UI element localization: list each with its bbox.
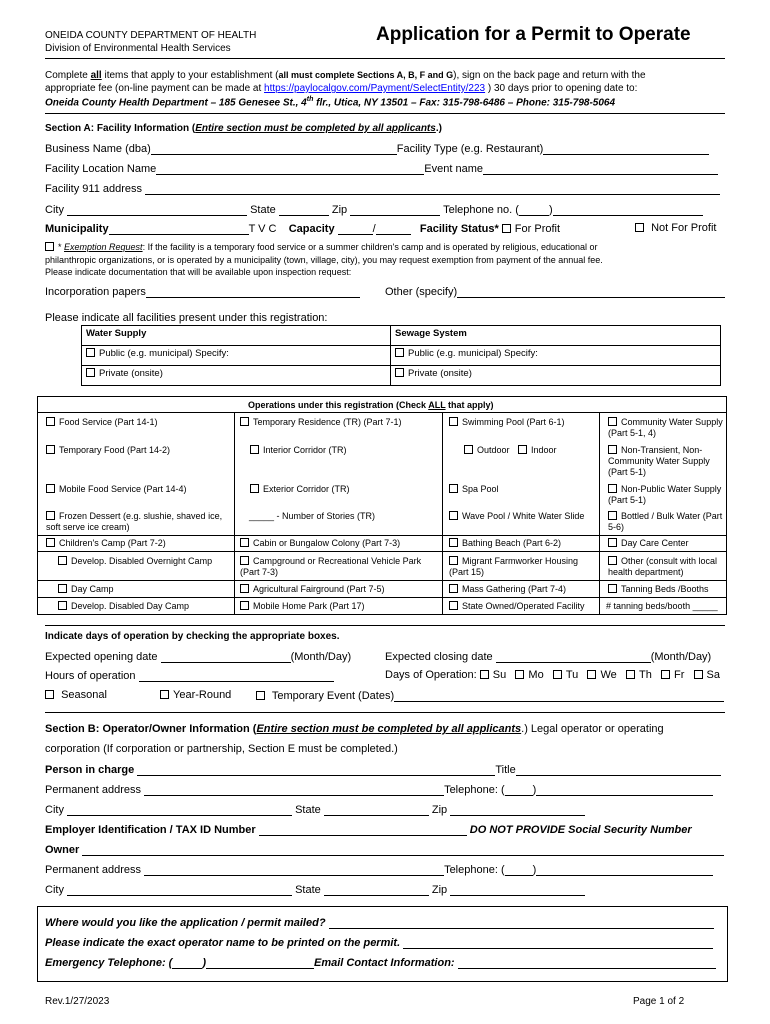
owner-city-field[interactable] [67, 883, 292, 896]
operator-name-row: Please indicate the exact operator name to be printed on the permit. [45, 936, 713, 949]
state-field[interactable] [279, 203, 329, 216]
owner-address-row: Permanent address Telephone: ( ) [45, 863, 713, 876]
business-name-field[interactable] [151, 142, 397, 155]
mailing-where-row: Where would you like the application / permit mailed? [45, 916, 714, 929]
op-cabin-bungalow: Cabin or Bungalow Colony (Part 7-3) [240, 538, 400, 548]
facility-type-field[interactable] [543, 142, 709, 155]
water-sewage-table [81, 325, 721, 386]
op-spa-pool-checkbox[interactable] [449, 484, 458, 493]
facility-911-field[interactable] [145, 182, 720, 195]
op-mobile-food: Mobile Food Service (Part 14-4) [46, 484, 187, 494]
operator-telephone-field[interactable] [536, 783, 713, 796]
days-heading: Indicate days of operation by checking the appropriate boxes. [45, 631, 340, 642]
op-childrens-camp-checkbox[interactable] [46, 538, 55, 547]
mailing-address-field[interactable] [329, 916, 714, 929]
area-code-field[interactable] [519, 203, 549, 216]
owner-telephone-field[interactable] [536, 863, 713, 876]
not-for-profit-checkbox[interactable] [635, 223, 644, 232]
op-non-public-water-checkbox[interactable] [608, 484, 617, 493]
op-number-of-stories: _____ - Number of Stories (TR) [249, 511, 376, 521]
owner-row: Owner [45, 843, 724, 856]
page-title: Application for a Permit to Operate [376, 24, 691, 45]
year-round-row: Year-Round [160, 689, 231, 701]
sewage-private-checkbox[interactable] [395, 368, 404, 377]
op-dd-day-camp-checkbox[interactable] [58, 601, 67, 610]
capacity-field-1[interactable] [338, 222, 373, 235]
ein-field[interactable] [259, 823, 467, 836]
op-exterior-corridor-checkbox[interactable] [250, 484, 259, 493]
op-agricultural-fairground: Agricultural Fairground (Part 7-5) [240, 584, 385, 594]
op-day-camp: Day Camp [58, 584, 114, 594]
day-sa-checkbox[interactable] [694, 670, 703, 679]
op-wave-pool-checkbox[interactable] [449, 511, 458, 520]
operator-city-field[interactable] [67, 803, 292, 816]
op-community-water-checkbox[interactable] [608, 417, 617, 426]
op-frozen-dessert-checkbox[interactable] [46, 511, 55, 520]
exemption-line-2: philanthropic organizations, or is operated by a municipality (town, village, city), you may request exemption from payment of the annual fee. [45, 255, 603, 265]
day-fr-checkbox[interactable] [661, 670, 670, 679]
operator-state-field[interactable] [324, 803, 429, 816]
op-day-care-checkbox[interactable] [608, 538, 617, 547]
op-temporary-food: Temporary Food (Part 14-2) [46, 445, 170, 455]
not-for-profit-option: Not For Profit [635, 222, 716, 234]
operator-name-field[interactable] [403, 936, 713, 949]
op-mass-gathering: Mass Gathering (Part 7-4) [449, 584, 566, 594]
hours-row: Hours of operation [45, 669, 334, 682]
days-of-operation-row: Days of Operation: Su Mo Tu We Th Fr Sa [385, 669, 721, 681]
op-cabin-bungalow-checkbox[interactable] [240, 538, 249, 547]
op-mobile-home-park-checkbox[interactable] [240, 601, 249, 610]
op-spa-pool: Spa Pool [449, 484, 499, 494]
op-pool-indoor-checkbox[interactable] [518, 445, 527, 454]
water-public-cell: Public (e.g. municipal) Specify: [82, 346, 391, 366]
person-in-charge-row: Person in charge Title [45, 763, 721, 776]
op-agricultural-fairground-checkbox[interactable] [240, 584, 249, 593]
day-su-checkbox[interactable] [480, 670, 489, 679]
operations-header: Operations under this registration (Check ALL that apply) [248, 400, 494, 410]
op-bottled-water-checkbox[interactable] [608, 511, 617, 520]
intro-address-line: Oneida County Health Department – 185 Genesee St., 4th flr., Utica, NY 13501 – Fax: 315-798-6486 – Phone: 315-798-5064 [45, 96, 616, 109]
revision-date: Rev.1/27/2023 [45, 996, 110, 1007]
op-mobile-food-checkbox[interactable] [46, 484, 55, 493]
op-pool-outdoor-checkbox[interactable] [464, 445, 473, 454]
owner-permanent-address-row: Permanent address Telephone: ( ) [45, 783, 713, 796]
exemption-line-3: Please indicate documentation that will be available upon inspection request: [45, 267, 352, 277]
op-temporary-residence: Temporary Residence (TR) (Part 7-1) [240, 417, 402, 427]
municipality-row: Municipality T V C Capacity / Facility Status* For Profit [45, 223, 561, 235]
water-public-checkbox[interactable] [86, 348, 95, 357]
emergency-area-code-field[interactable] [172, 956, 202, 969]
op-food-service-checkbox[interactable] [46, 417, 55, 426]
exemption-line-1: * Exemption Request: If the facility is a temporary food service or a summer children's camp and is operated by religious, educational or [45, 242, 598, 252]
for-profit-checkbox[interactable] [502, 224, 511, 233]
op-state-facility-checkbox[interactable] [449, 601, 458, 610]
op-pool-outdoor: Outdoor [464, 445, 510, 455]
operator-area-code-field[interactable] [505, 783, 533, 796]
section-b-heading: Section B: Operator/Owner Information (Entire section must be completed by all applicants.) Legal operator or operating [45, 723, 664, 735]
water-supply-header: Water Supply [82, 326, 391, 346]
op-day-camp-checkbox[interactable] [58, 584, 67, 593]
water-private-cell: Private (onsite) [82, 366, 391, 386]
op-mass-gathering-checkbox[interactable] [449, 584, 458, 593]
op-other-checkbox[interactable] [608, 556, 617, 565]
owner-zip-field[interactable] [450, 883, 585, 896]
intro-line-1: Complete all items that apply to your establishment (all must complete Sections A, B, F and G), sign on the back page and return with the [45, 70, 646, 81]
op-exterior-corridor: Exterior Corridor (TR) [250, 484, 350, 494]
op-childrens-camp: Children's Camp (Part 7-2) [46, 538, 166, 548]
closing-date-field[interactable] [496, 650, 651, 663]
emergency-row: Emergency Telephone: ( ) Email Contact Information: [45, 956, 716, 969]
day-we-checkbox[interactable] [587, 670, 596, 679]
op-tanning-beds-checkbox[interactable] [608, 584, 617, 593]
op-migrant-housing-checkbox[interactable] [449, 556, 458, 565]
owner-area-code-field[interactable] [505, 863, 533, 876]
op-community-water: Community Water Supply (Part 5-1, 4) [608, 417, 723, 438]
seasonal-checkbox[interactable] [45, 690, 54, 699]
intro-divider [45, 113, 725, 114]
documentation-row: Incorporation papers [45, 285, 360, 298]
day-tu-checkbox[interactable] [553, 670, 562, 679]
op-temporary-food-checkbox[interactable] [46, 445, 55, 454]
owner-field[interactable] [82, 843, 724, 856]
business-name-row: Business Name (dba) Facility Type (e.g. Restaurant) [45, 142, 709, 155]
email-field[interactable] [458, 956, 716, 969]
sewage-public-checkbox[interactable] [395, 348, 404, 357]
op-non-transient-water-checkbox[interactable] [608, 445, 617, 454]
exemption-checkbox[interactable] [45, 242, 54, 251]
city-state-zip-row: City State Zip Telephone no. ( ) [45, 203, 703, 216]
section-a-heading: Section A: Facility Information (Entire section must be completed by all applicants.) [45, 123, 442, 134]
operator-zip-field[interactable] [450, 803, 585, 816]
intro-line-2: appropriate fee (on-line payment can be made at https://paylocalgov.com/Payment/SelectEntity/223 ) 30 days prior to opening date to: [45, 83, 638, 94]
op-tanning-count: # tanning beds/booth _____ [606, 601, 718, 611]
op-swimming-pool-checkbox[interactable] [449, 417, 458, 426]
closing-date-row: Expected closing date (Month/Day) [385, 651, 712, 663]
water-private-checkbox[interactable] [86, 368, 95, 377]
op-mobile-home-park: Mobile Home Park (Part 17) [240, 601, 365, 611]
op-dd-overnight-camp: Develop. Disabled Overnight Camp [58, 556, 212, 566]
op-bathing-beach: Bathing Beach (Part 6-2) [449, 538, 561, 548]
op-non-transient-water: Non-Transient, Non-Community Water Supply (Part 5-1) [608, 445, 710, 477]
op-non-public-water: Non-Public Water Supply (Part 5-1) [608, 484, 722, 505]
capacity-field-2[interactable] [376, 222, 411, 235]
facility-location-row: Facility Location Name Event name [45, 162, 718, 175]
operator-address-field[interactable] [144, 783, 444, 796]
emergency-telephone-field[interactable] [206, 956, 314, 969]
division-name: Division of Environmental Health Services [45, 43, 231, 54]
op-campground: Campground or Recreational Vehicle Park (Part 7-3) [240, 556, 422, 577]
zip-field[interactable] [350, 203, 440, 216]
other-specify-field[interactable] [457, 285, 725, 298]
op-migrant-housing: Migrant Farmworker Housing (Part 15) [449, 556, 579, 577]
header-divider [45, 58, 725, 59]
op-campground-checkbox[interactable] [240, 556, 249, 565]
owner-city-row: City State Zip [45, 883, 585, 896]
page-number: Page 1 of 2 [633, 996, 685, 1007]
op-swimming-pool: Swimming Pool (Part 6-1) [449, 417, 565, 427]
municipality-field[interactable] [109, 222, 249, 235]
op-state-facility: State Owned/Operated Facility [449, 601, 585, 611]
incorporation-field[interactable] [146, 285, 360, 298]
sewage-private-cell: Private (onsite) [391, 366, 721, 386]
hours-field[interactable] [139, 669, 334, 682]
facilities-present-label: Please indicate all facilities present under this registration: [45, 312, 328, 324]
op-bottled-water: Bottled / Bulk Water (Part 5-6) [608, 511, 723, 532]
facility-location-field[interactable] [156, 162, 424, 175]
op-wave-pool: Wave Pool / White Water Slide [449, 511, 595, 522]
op-frozen-dessert: Frozen Dessert (e.g. slushie, shaved ice, soft serve ice cream) [46, 511, 223, 532]
op-tanning-beds: Tanning Beds /Booths [608, 584, 709, 594]
title-field[interactable] [516, 763, 721, 776]
opening-date-field[interactable] [161, 650, 291, 663]
facility-911-row: Facility 911 address [45, 182, 720, 195]
other-specify-row: Other (specify) [385, 285, 725, 298]
sewage-system-header: Sewage System [391, 326, 721, 346]
section-b-line-2: corporation (If corporation or partnership, Section E must be completed.) [45, 743, 398, 755]
city-field[interactable] [67, 203, 247, 216]
op-dd-day-camp: Develop. Disabled Day Camp [58, 601, 189, 611]
op-interior-corridor-checkbox[interactable] [250, 445, 259, 454]
year-round-checkbox[interactable] [160, 690, 169, 699]
op-bathing-beach-checkbox[interactable] [449, 538, 458, 547]
op-interior-corridor: Interior Corridor (TR) [250, 445, 347, 455]
event-name-field[interactable] [483, 162, 718, 175]
temporary-dates-field[interactable] [394, 689, 724, 702]
op-temporary-residence-checkbox[interactable] [240, 417, 249, 426]
person-in-charge-field[interactable] [137, 763, 495, 776]
ein-row: Employer Identification / TAX ID Number DO NOT PROVIDE Social Security Number [45, 824, 692, 836]
operator-city-row: City State Zip [45, 803, 585, 816]
owner-address-field[interactable] [144, 863, 444, 876]
payment-link[interactable]: https://paylocalgov.com/Payment/SelectEntity/223 [264, 83, 486, 94]
opening-date-row: Expected opening date (Month/Day) [45, 651, 352, 663]
department-name: ONEIDA COUNTY DEPARTMENT OF HEALTH [45, 30, 257, 41]
sewage-public-cell: Public (e.g. municipal) Specify: [391, 346, 721, 366]
op-food-service: Food Service (Part 14-1) [46, 417, 158, 427]
day-mo-checkbox[interactable] [515, 670, 524, 679]
owner-state-field[interactable] [324, 883, 429, 896]
temporary-event-checkbox[interactable] [256, 691, 265, 700]
op-other: Other (consult with local health department) [608, 556, 718, 577]
temporary-event-row: Temporary Event (Dates) [256, 689, 724, 702]
telephone-field[interactable] [553, 203, 703, 216]
seasonal-row: Seasonal [45, 689, 107, 701]
day-th-checkbox[interactable] [626, 670, 635, 679]
op-day-care: Day Care Center [608, 538, 689, 548]
op-dd-overnight-camp-checkbox[interactable] [58, 556, 67, 565]
op-pool-indoor: Indoor [518, 445, 557, 455]
